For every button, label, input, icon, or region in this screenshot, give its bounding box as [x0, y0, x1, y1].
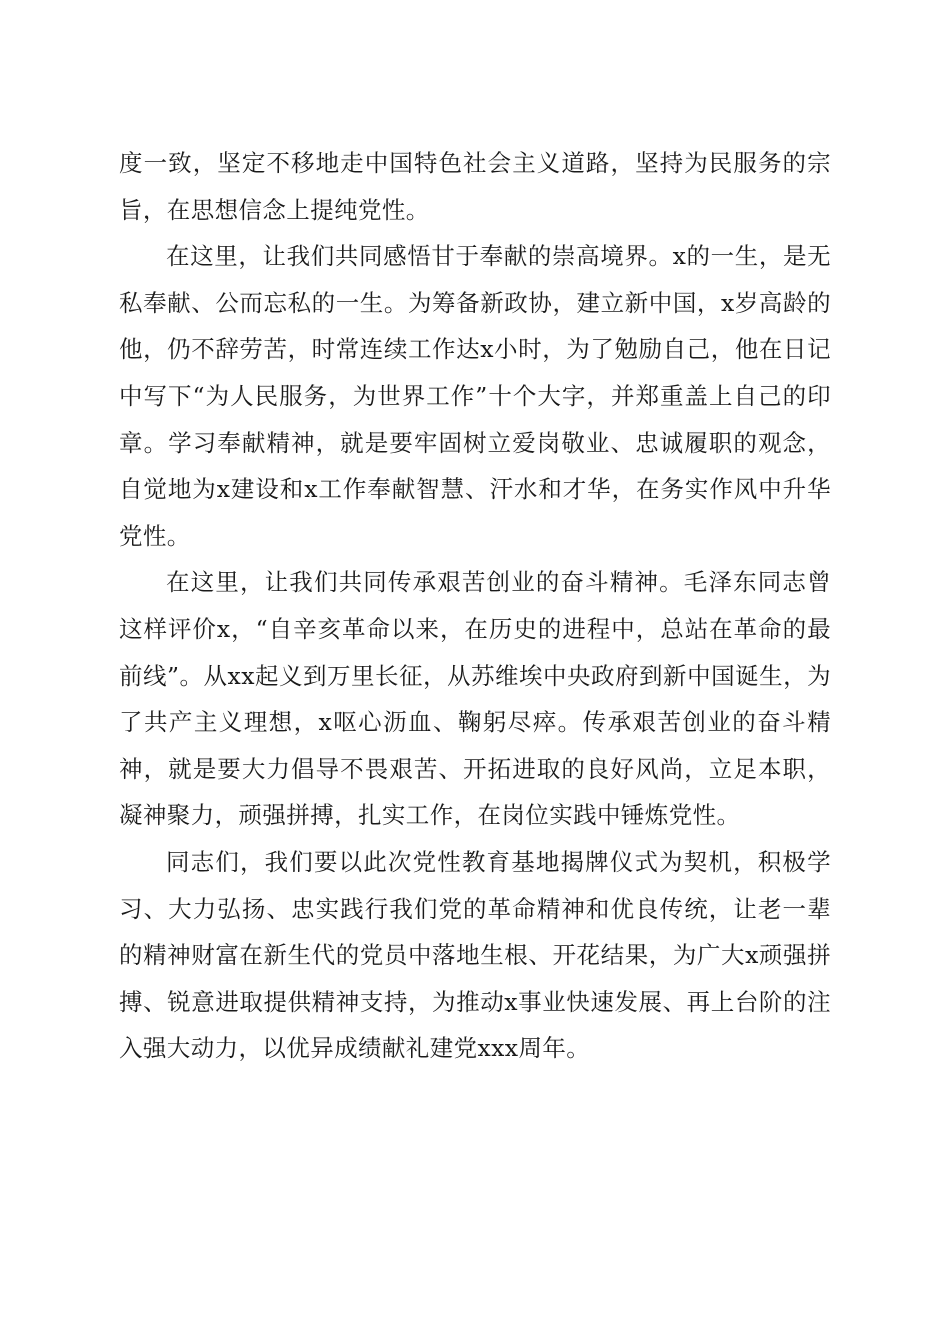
- paragraph-1: 度一致，坚定不移地走中国特色社会主义道路，坚持为民服务的宗旨，在思想信念上提纯党性。: [119, 149, 831, 224]
- paragraph-2: 在这里，让我们共同感悟甘于奉献的崇高境界。x的一生，是无私奉献、公而忘私的一生。为筹备新政协，建立新中国，x岁高龄的他，仍不辞劳苦，时常连续工作达x小时，为了勉励自己，他在日记中写下“为人民服务，为世界工作”十个大字，并郑重盖上自己的印章。学习奉献精神，就是要牢固树立爱岗敬业、忠诚履职的观念，自觉地为x建设和x工作奉献智慧、汗水和才华，在务实作风中升华党性。: [119, 242, 831, 550]
- paragraph-4: 同志们，我们要以此次党性教育基地揭牌仪式为契机，积极学习、大力弘扬、忠实践行我们党的革命精神和优良传统，让老一辈的精神财富在新生代的党员中落地生根、开花结果，为广大x顽强拼搏、锐意进取提供精神支持，为推动x事业快速发展、再上台阶的注入强大动力，以优异成绩献礼建党xxx周年。: [119, 847, 831, 1063]
- document-body: [119, 140, 831, 1072]
- paragraph-3: 在这里，让我们共同传承艰苦创业的奋斗精神。毛泽东同志曾这样评价x，“自辛亥革命以来，在历史的进程中，总站在革命的最前线”。从xx起义到万里长征，从苏维埃中央政府到新中国诞生，为了共产主义理想，x呕心沥血、鞠躬尽瘁。传承艰苦创业的奋斗精神，就是要大力倡导不畏艰苦、开拓进取的良好风尚，立足本职，凝神聚力，顽强拼搏，扎实工作，在岗位实践中锤炼党性。: [119, 568, 831, 830]
